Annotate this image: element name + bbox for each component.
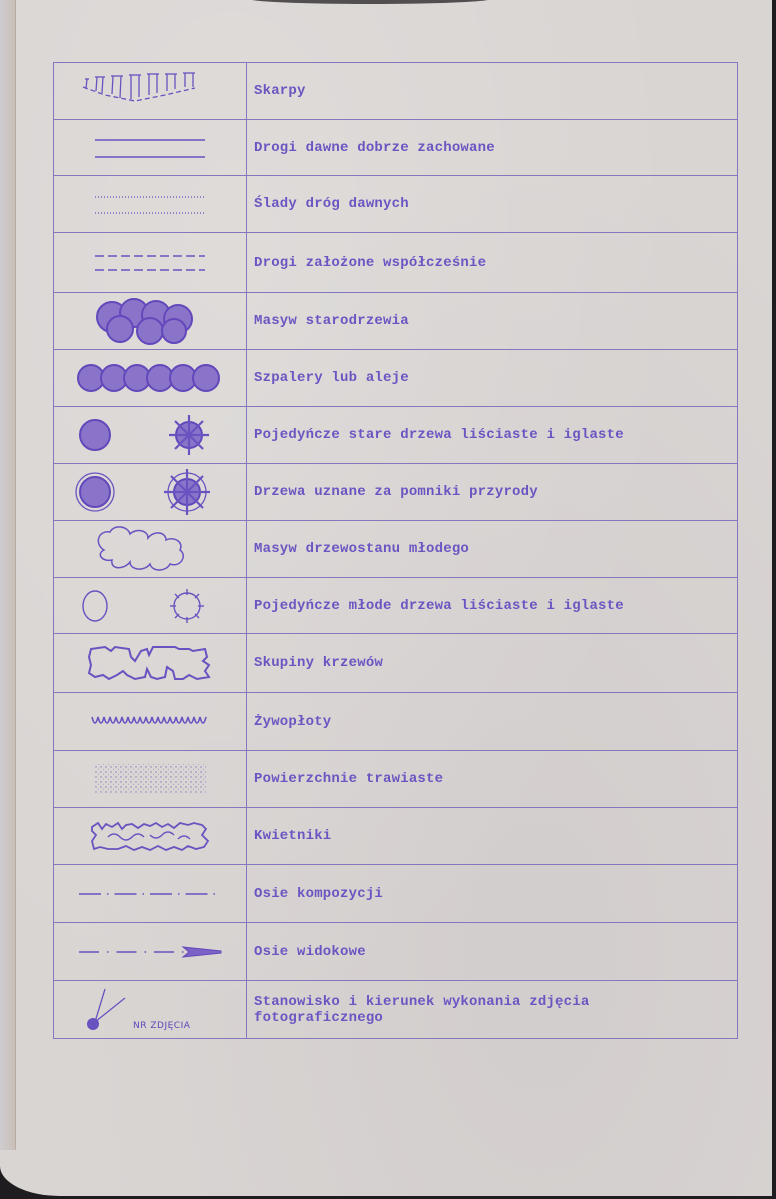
view-axis-icon [75, 944, 225, 960]
legend-row [54, 865, 738, 923]
scan-shadow [250, 0, 490, 4]
flowerbed-icon [88, 819, 212, 853]
legend-row [54, 350, 738, 407]
legend-label: Osie kompozycji [247, 865, 738, 923]
legend-symbol-cell [54, 981, 247, 1039]
photo-station-icon [65, 984, 235, 1036]
legend-symbol-cell [54, 350, 247, 407]
legend-symbol-cell [54, 407, 247, 464]
escarpment-icon [75, 71, 225, 111]
legend-row [54, 693, 738, 751]
legend-symbol-cell [54, 63, 247, 120]
legend-label: Masyw starodrzewia [247, 293, 738, 350]
legend-symbol-cell [54, 693, 247, 751]
old-tree-mass-icon [90, 295, 210, 347]
double-dotted-line-icon [90, 189, 210, 219]
legend-row [54, 63, 738, 120]
legend-symbol-cell [54, 634, 247, 693]
legend-label: Żywopłoty [247, 693, 738, 751]
legend-symbol-cell [54, 865, 247, 923]
legend-label: Pojedyńcze stare drzewa liściaste i iglaste [247, 407, 738, 464]
hedge-icon [90, 711, 210, 733]
grass-surface-icon [90, 761, 210, 797]
legend-symbol-cell [54, 578, 247, 634]
legend-label: Drogi założone współcześnie [247, 233, 738, 293]
legend-row [54, 808, 738, 865]
legend-row [54, 176, 738, 233]
legend-label: Kwietniki [247, 808, 738, 865]
legend-table [53, 62, 738, 1039]
legend-label: Stanowisko i kierunek wykonania zdjęcia fotograficznego [247, 981, 738, 1039]
legend-row [54, 578, 738, 634]
legend-symbol-cell [54, 176, 247, 233]
page-binding-edge [0, 0, 16, 1150]
legend-row [54, 233, 738, 293]
legend-label: Skarpy [247, 63, 738, 120]
legend-row [54, 751, 738, 808]
legend-row [54, 923, 738, 981]
legend-label: Skupiny krzewów [247, 634, 738, 693]
legend-label: Pojedyńcze młode drzewa liściaste i iglaste [247, 578, 738, 634]
legend-row [54, 521, 738, 578]
composition-axis-icon [75, 887, 225, 901]
shrub-group-icon [85, 643, 215, 683]
legend-label: Drogi dawne dobrze zachowane [247, 120, 738, 176]
legend-symbol-cell [54, 923, 247, 981]
legend-symbol-cell [54, 120, 247, 176]
double-dashed-line-icon [90, 248, 210, 278]
legend-row [54, 464, 738, 521]
young-tree-mass-icon [90, 524, 210, 574]
legend-label: Masyw drzewostanu młodego [247, 521, 738, 578]
single-young-trees-icon [75, 583, 225, 629]
legend-label: Drzewa uznane za pomniki przyrody [247, 464, 738, 521]
single-old-trees-icon [75, 412, 225, 458]
legend-symbol-cell [54, 521, 247, 578]
legend-label: Szpalery lub aleje [247, 350, 738, 407]
legend-symbol-cell [54, 808, 247, 865]
legend-row [54, 981, 738, 1039]
legend-symbol-cell [54, 293, 247, 350]
monument-trees-icon [75, 467, 225, 517]
legend-symbol-cell [54, 464, 247, 521]
legend-label: Powierzchnie trawiaste [247, 751, 738, 808]
photo-number-label: NR ZDJĘCIA [133, 1020, 191, 1031]
legend-symbol-cell [54, 751, 247, 808]
double-solid-line-icon [90, 133, 210, 163]
legend-row [54, 120, 738, 176]
tree-row-icon [75, 361, 225, 395]
legend-symbol-cell [54, 233, 247, 293]
legend-row [54, 407, 738, 464]
legend-label: Osie widokowe [247, 923, 738, 981]
legend-row [54, 293, 738, 350]
legend-row [54, 634, 738, 693]
legend-label: Ślady dróg dawnych [247, 176, 738, 233]
